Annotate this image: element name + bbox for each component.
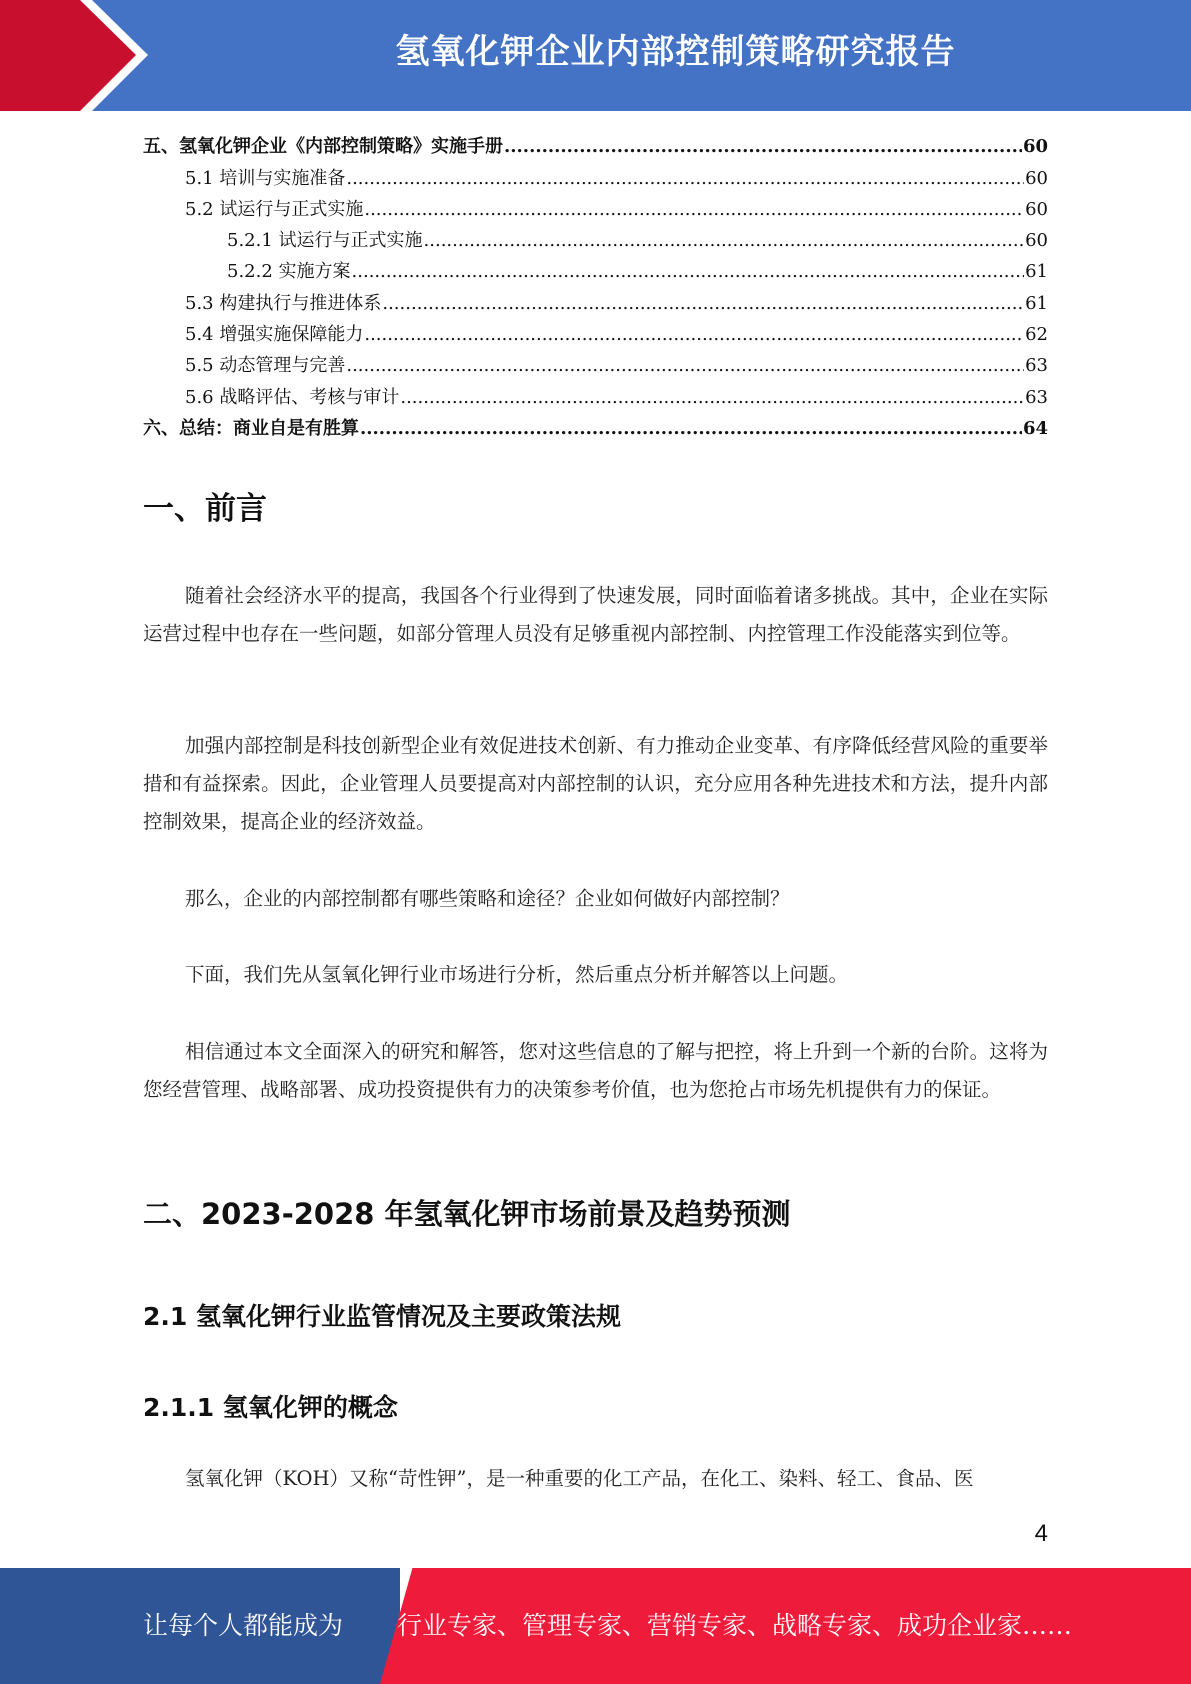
toc-leader-dots	[352, 260, 1025, 284]
toc-entry-label: 5.1 培训与实施准备	[185, 167, 346, 189]
toc-leader-dots	[346, 354, 1024, 378]
toc-entry-page: 64	[1022, 417, 1048, 439]
paragraph-4: 下面，我们先从氢氧化钾行业市场进行分析，然后重点分析并解答以上问题。	[185, 963, 849, 986]
toc-entry-label: 5.4 增强实施保障能力	[185, 324, 364, 346]
toc-entry-page: 63	[1025, 355, 1048, 377]
toc-entry-label: 五、氢氧化钾企业《内部控制策略》实施手册	[143, 136, 503, 158]
toc-entry-label: 5.2 试运行与正式实施	[185, 198, 364, 220]
heading-2-1: 2.1 氢氧化钾行业监管情况及主要政策法规	[143, 1302, 621, 1331]
footer-slogan-left: 让每个人都能成为	[143, 1611, 344, 1640]
page-number: 4	[1034, 1520, 1048, 1547]
page-header	[0, 0, 1191, 111]
toc-entry-page: 62	[1025, 324, 1048, 346]
toc-leader-dots	[360, 417, 1022, 441]
toc-entry-page: 60	[1025, 167, 1048, 189]
footer-slogan-right: 行业专家、管理专家、营销专家、战略专家、成功企业家……	[397, 1611, 1073, 1640]
toc-entry-label: 5.6 战略评估、考核与审计	[185, 386, 400, 408]
paragraph-5: 相信通过本文全面深入的研究和解答，您对这些信息的了解与把控，将上升到一个新的台阶。这将为您经营管理、战略部署、成功投资提供有力的决策参考价值，也为您抢占市场先机提供有力的保证。	[143, 1040, 1048, 1101]
toc-entry-page: 60	[1022, 136, 1048, 158]
header-arrow-decoration	[0, 0, 160, 111]
toc-entry-page: 61	[1025, 292, 1048, 314]
toc-entry[interactable]	[143, 128, 1048, 159]
table-of-contents	[143, 128, 1048, 441]
toc-entry-label: 5.2.2 实施方案	[227, 261, 351, 283]
toc-entry[interactable]	[143, 253, 1048, 284]
toc-leader-dots	[364, 198, 1024, 222]
toc-entry[interactable]	[143, 222, 1048, 253]
paragraph-2: 加强内部控制是科技创新型企业有效促进技术创新、有力推动企业变革、有序降低经营风险的重要举措和有益探索。因此，企业管理人员要提高对内部控制的认识，充分应用各种先进技术和方法，提升内部控制效果，提高企业的经济效益。	[143, 734, 1048, 833]
toc-leader-dots	[346, 167, 1024, 191]
toc-leader-dots	[400, 386, 1024, 410]
toc-entry[interactable]	[143, 159, 1048, 190]
paragraph-3: 那么，企业的内部控制都有哪些策略和途径？企业如何做好内部控制？	[185, 887, 790, 910]
toc-entry-page: 60	[1025, 198, 1048, 220]
toc-entry-label: 5.2.1 试运行与正式实施	[227, 230, 423, 252]
heading-2-1-1: 2.1.1 氢氧化钾的概念	[143, 1393, 398, 1422]
heading-market-forecast: 二、2023-2028 年氢氧化钾市场前景及趋势预测	[143, 1197, 791, 1231]
toc-entry[interactable]	[143, 378, 1048, 409]
toc-leader-dots	[382, 292, 1024, 316]
paragraph-6: 氢氧化钾（KOH）又称“苛性钾”，是一种重要的化工产品，在化工、染料、轻工、食品、医	[185, 1467, 974, 1490]
toc-leader-dots	[364, 323, 1024, 347]
toc-entry-label: 5.3 构建执行与推进体系	[185, 292, 382, 314]
header-title: 氢氧化钾企业内部控制策略研究报告	[395, 32, 956, 72]
toc-entry-label: 六、总结：商业自是有胜算	[143, 417, 359, 439]
toc-entry-page: 63	[1025, 386, 1048, 408]
heading-preface: 一、前言	[143, 491, 267, 527]
paragraph-1: 随着社会经济水平的提高，我国各个行业得到了快速发展，同时面临着诸多挑战。其中，企业在实际运营过程中也存在一些问题，如部分管理人员没有足够重视内部控制、内控管理工作没能落实到位等。	[143, 584, 1048, 645]
toc-entry-page: 60	[1025, 230, 1048, 252]
toc-entry[interactable]	[143, 191, 1048, 222]
toc-entry-page: 61	[1025, 261, 1048, 283]
toc-entry-label: 5.5 动态管理与完善	[185, 355, 346, 377]
toc-entry[interactable]	[143, 347, 1048, 378]
toc-entry[interactable]	[143, 316, 1048, 347]
toc-entry[interactable]	[143, 284, 1048, 315]
toc-leader-dots	[504, 135, 1022, 159]
toc-leader-dots	[424, 229, 1025, 253]
toc-entry[interactable]	[143, 410, 1048, 441]
page-footer	[0, 1568, 1191, 1684]
